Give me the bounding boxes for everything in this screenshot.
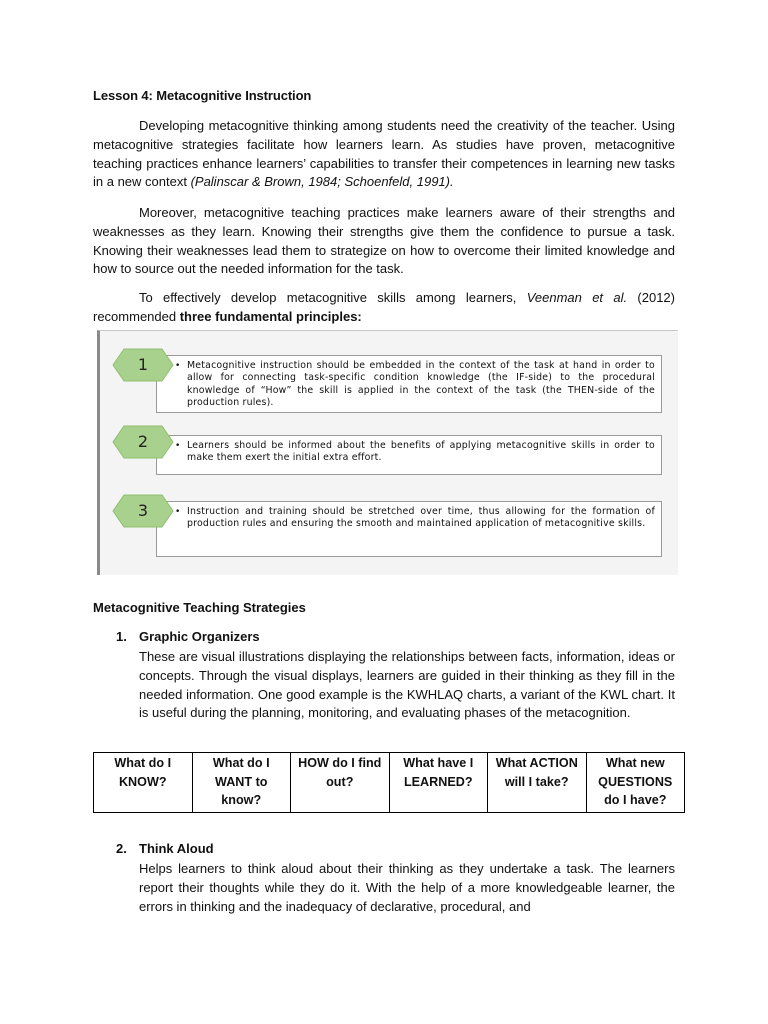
bullet-icon: • <box>175 441 181 451</box>
principle-number-1: 1 <box>137 355 149 374</box>
strategy-body-2: Helps learners to think aloud about their thinking as they undertake a task. The learners report their thoughts while they do it. With the help of a more knowledgeable learner, the errors in thinking and the inadequacy of declarative, procedural, and <box>139 861 675 914</box>
principle-number-3: 3 <box>137 501 149 520</box>
principle-box-1 <box>156 355 662 413</box>
table-cell: What do I KNOW? <box>94 753 193 813</box>
table-cell: What new QUESTIONS do I have? <box>586 753 685 813</box>
paragraph-intro-text: Developing metacognitive thinking among students need the creativity of the teacher. Using metacognitive strategies facilitate how learners learn. As studies have proven, metacognitive teaching practices enhance learners’ capabilities to transfer their competences in learning new tasks in a new context <box>93 118 675 190</box>
paragraph-strengths <box>93 204 675 279</box>
lesson-title: Lesson 4: Metacognitive Instruction <box>93 88 312 103</box>
table-cell: What do I WANT to know? <box>192 753 291 813</box>
paragraph-principles-intro <box>93 289 675 327</box>
strategy-title-1: Graphic Organizers <box>139 629 260 644</box>
bullet-icon: • <box>175 507 181 517</box>
principle-box-3 <box>156 501 662 557</box>
principles-figure <box>97 330 678 575</box>
list-number-2: 2. <box>116 841 127 856</box>
strategies-heading: Metacognitive Teaching Strategies <box>93 600 306 615</box>
principle-text-3: Instruction and training should be stretched over time, thus allowing for the formation of production rules and ensuring the smooth and maintained application of metacognitive skills. <box>187 506 655 530</box>
citation: (Palinscar & Brown, 1984; Schoenfeld, 1991). <box>190 174 454 190</box>
paragraph-principles-middle: (2012) recommended <box>93 290 675 324</box>
strategy-body-1: These are visual illustrations displaying the relationships between facts, information, ideas or concepts. Through the visual displays, learners are guided in their thinking as they fill in the needed information. One good example is the KWHLAQ charts, a variant of the KWL chart. It is useful during the planning, monitoring, and evaluating phases of the metacognition. <box>139 649 675 721</box>
principle-box-2 <box>156 435 662 475</box>
hexagon-badge-2 <box>112 425 174 459</box>
principle-text-2: Learners should be informed about the benefits of applying metacognitive skills in order to make them exert the initial extra effort. <box>187 440 655 464</box>
principles-emphasis: three fundamental principles: <box>179 308 362 324</box>
table-cell: HOW do I find out? <box>291 753 390 813</box>
table-cell: What have I LEARNED? <box>389 753 488 813</box>
principle-number-2: 2 <box>137 432 149 451</box>
paragraph-intro <box>93 117 675 192</box>
hexagon-badge-3 <box>112 494 174 528</box>
table-row <box>94 753 685 813</box>
strategy-title-2: Think Aloud <box>139 841 214 856</box>
kwhlaq-chart-table <box>93 752 685 813</box>
paragraph-strengths-text: Moreover, metacognitive teaching practices make learners aware of their strengths and weaknesses as they learn. Knowing their strengths give them the confidence to pursue a task. Knowing their weaknesses lead them to strategize on how to overcome their limited knowledge and how to source out the needed information for the task. <box>93 205 675 277</box>
paragraph-principles-text: To effectively develop metacognitive skills among learners, <box>139 290 527 305</box>
bullet-icon: • <box>175 361 181 371</box>
hexagon-badge-1 <box>112 348 174 382</box>
table-cell: What ACTION will I take? <box>488 753 587 813</box>
author-citation: Veenman et al. <box>526 290 628 305</box>
principle-text-1: Metacognitive instruction should be embedded in the context of the task at hand in order to allow for connecting task-specific condition knowledge (the IF-side) to the procedural knowledge of “How” the skill is applied in the context of the task (the THEN-side of the production rules). <box>187 360 655 408</box>
list-number-1: 1. <box>116 629 127 644</box>
